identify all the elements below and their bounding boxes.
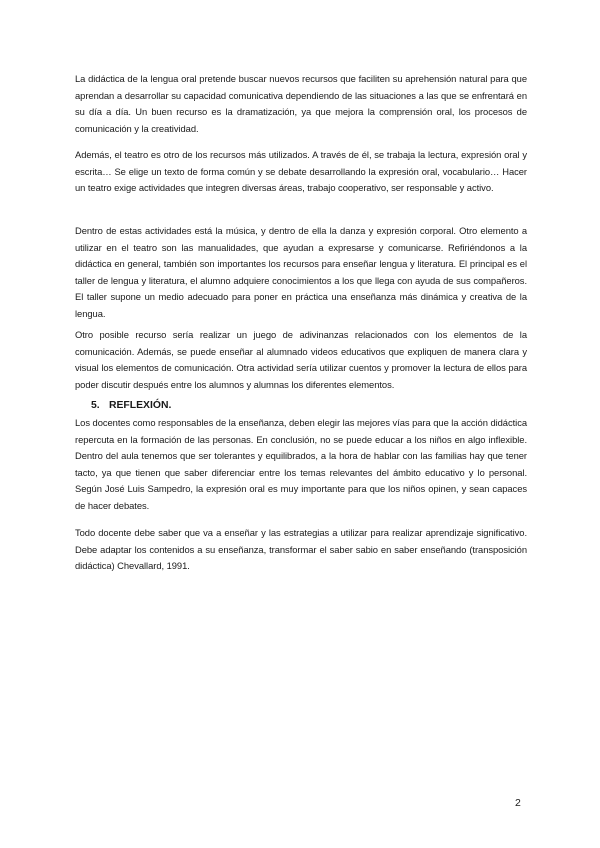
section-number: 5. bbox=[91, 400, 100, 411]
paragraph-reflection-teachers: Los docentes como responsables de la enseñanza, deben elegir las mejores vías para que la acción didáctica repercuta en la formación de las personas. En conclusión, no se puede educar a los niños en algo inflexible. Dentro del aula tenemos que ser tolerantes y equilibrados, a la hora de hablar con las familias hay que tener tacto, ya que tienen que saber diferenciar entre los temas relevantes del ámbito educativo y lo personal. Según José Luis Sampedro, la expresión oral es muy importante para que los niños opinen, y sean capaces de hacer debates. bbox=[75, 417, 527, 511]
paragraph-dramatization: La didáctica de la lengua oral pretende buscar nuevos recursos que faciliten su aprehensión natural para que aprendan a desarrollar su capacidad comunicativa dependiendo de las situaciones a las que se enfrentará en su día a día. Un buen recurso es la dramatización, ya que mejora la comprensión oral, los procesos de comunicación y la creatividad. bbox=[75, 73, 527, 134]
page-number: 2 bbox=[515, 797, 521, 809]
paragraph-theatre: Además, el teatro es otro de los recursos más utilizados. A través de él, se trabaja la lectura, expresión oral y escrita… Se elige un texto de forma común y se debate desarrollando la expresión oral, vocabulario… Hacer un teatro exige actividades que integren diversas áreas, trabajo cooperativo, ser responsable y activo. bbox=[75, 149, 527, 194]
section-title: REFLEXIÓN. bbox=[109, 400, 172, 411]
paragraph-riddles: Otro posible recurso sería realizar un juego de adivinanzas relacionados con los elementos de la comunicación. Además, se puede enseñar al alumnado videos educativos que expliquen de manera clara y visual los elementos de comunicación. Otra actividad sería utilizar cuentos y promover la lectura de ellos para poder discutir después entre los alumnos y alumnas los diferentes elementos. bbox=[75, 329, 527, 390]
paragraph-reflection-didactic-transposition: Todo docente debe saber que va a enseñar y las estrategias a utilizar para realizar aprendizaje significativo. Debe adaptar los contenidos a su enseñanza, transformar el saber sabio en saber enseñando (transposición didáctica) Chevallard, 1991. bbox=[75, 527, 527, 572]
section-heading bbox=[91, 398, 171, 414]
paragraph-music-workshop: Dentro de estas actividades está la música, y dentro de ella la danza y expresión corporal. Otro elemento a utilizar en el teatro son las manualidades, que ayudan a expresarse y comunicarse. Refiriéndonos a la didáctica en general, también son importantes los recursos para enseñar lengua y literatura. El principal es el taller de lengua y literatura, el alumno adquiere conocimientos a los que llega con ayuda de sus compañeros. El taller supone un medio adecuado para poner en práctica una enseñanza más dinámica y creativa de la lengua. bbox=[75, 225, 527, 319]
